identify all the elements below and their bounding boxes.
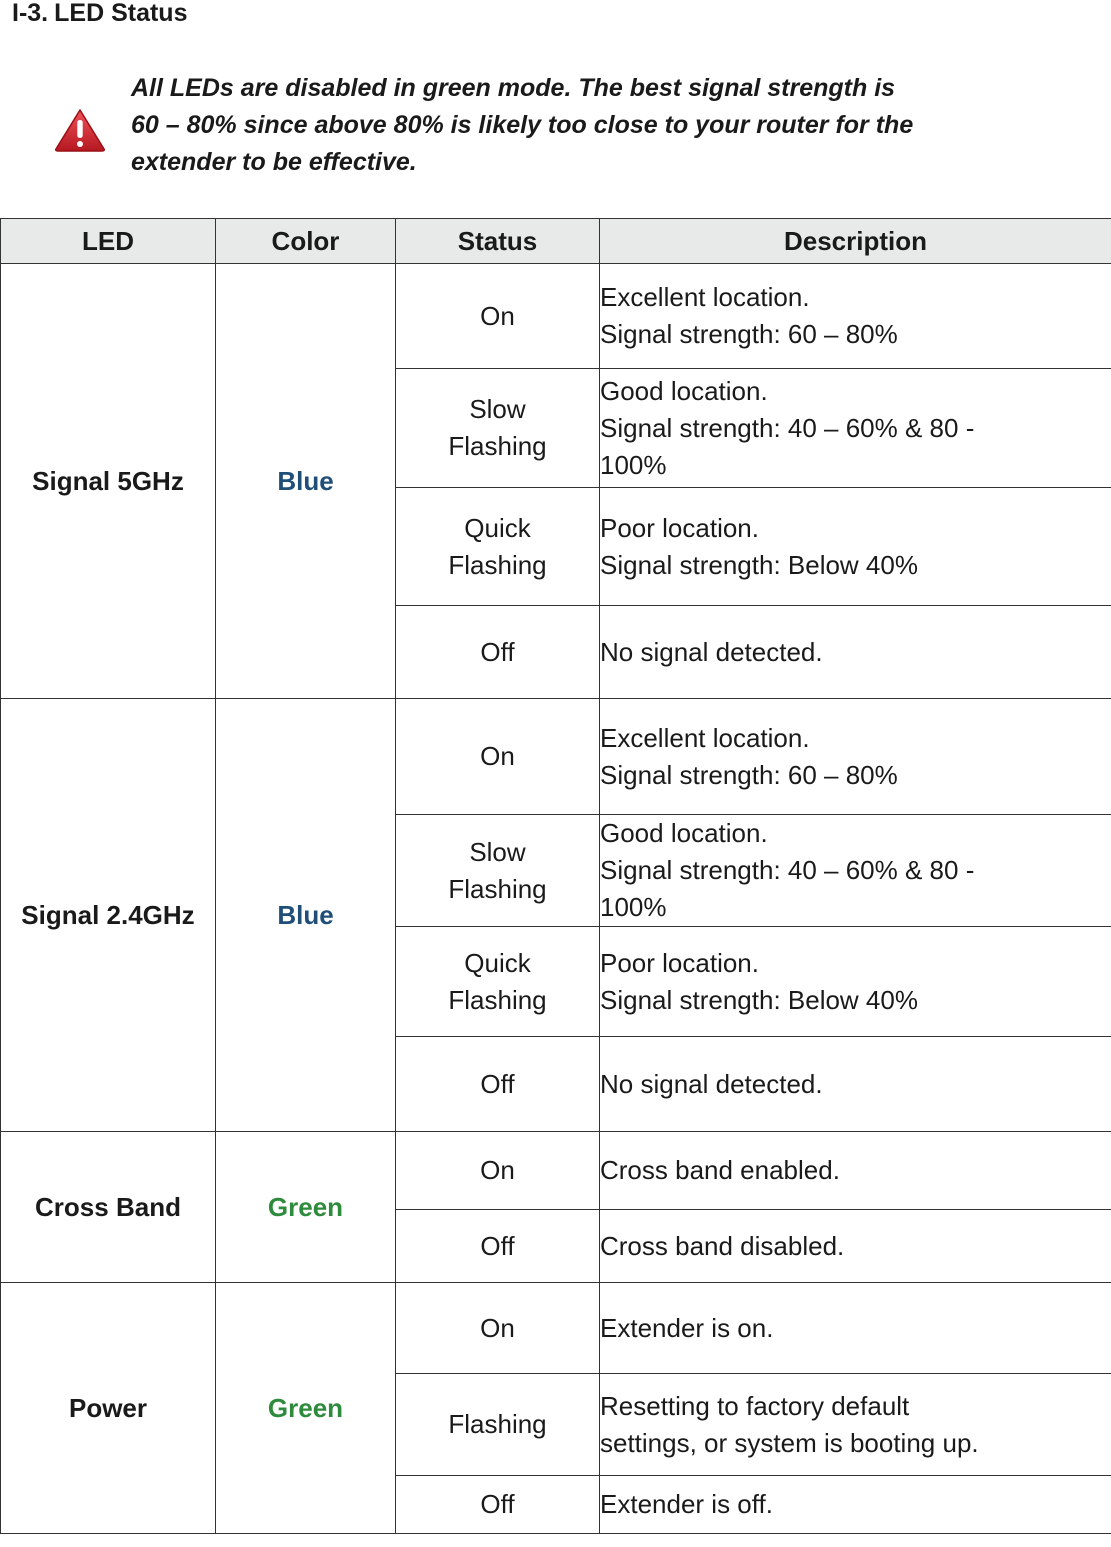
status-text: Off — [480, 1230, 515, 1261]
table-row — [1, 264, 1111, 369]
status-text: On — [480, 1155, 515, 1185]
status-cell — [396, 927, 600, 1037]
status-text: Flashing — [448, 873, 547, 904]
description-line: No signal detected. — [600, 636, 823, 667]
description-line: Poor location. — [600, 512, 759, 543]
description-cell — [600, 1210, 1111, 1283]
section-heading — [12, 0, 187, 30]
status-text: Off — [480, 1068, 515, 1099]
description-line: Signal strength: 60 – 80% — [600, 319, 898, 349]
description-line: Good location. — [600, 375, 768, 406]
led-name-cell: Signal 2.4GHz — [1, 699, 216, 1132]
status-text: Off — [480, 636, 515, 667]
description-cell — [600, 1132, 1111, 1210]
description-line: Extender is on. — [600, 1312, 774, 1343]
table-row — [1, 1132, 1111, 1210]
led-color-cell: Green — [216, 1283, 396, 1534]
status-text: Flashing — [448, 1409, 547, 1439]
status-cell — [396, 815, 600, 927]
table-row — [1, 699, 1111, 815]
status-text: Quick — [464, 512, 531, 543]
status-cell — [396, 699, 600, 815]
description-line: Poor location. — [600, 947, 759, 978]
status-text: Off — [480, 1489, 515, 1519]
description-cell — [600, 1283, 1111, 1374]
status-text: Flashing — [448, 431, 547, 461]
led-color-cell: Blue — [216, 699, 396, 1132]
note-line: extender to be effective. — [131, 148, 417, 176]
status-cell — [396, 369, 600, 488]
section-title: LED Status — [54, 0, 188, 27]
warning-triangle-icon — [54, 108, 106, 152]
status-cell — [396, 488, 600, 606]
description-cell — [600, 815, 1111, 927]
table-body — [1, 264, 1111, 1534]
status-cell — [396, 1476, 600, 1534]
status-cell — [396, 1283, 600, 1374]
led-status-table — [0, 218, 1111, 1534]
section-number: I-3. — [12, 0, 49, 27]
table-header-row — [1, 219, 1111, 264]
description-cell — [600, 927, 1111, 1037]
description-line: 100% — [600, 449, 667, 480]
status-text: Slow — [469, 836, 526, 867]
led-name-cell: Cross Band — [1, 1132, 216, 1283]
description-line: 100% — [600, 892, 667, 922]
status-cell — [396, 264, 600, 369]
status-text: Flashing — [448, 984, 547, 1015]
table-row — [1, 1283, 1111, 1374]
description-cell — [600, 1476, 1111, 1534]
led-name-cell: Power — [1, 1283, 216, 1534]
status-cell — [396, 1210, 600, 1283]
status-text: Quick — [464, 947, 531, 978]
status-text: Slow — [469, 394, 526, 424]
description-line: Resetting to factory default — [600, 1390, 910, 1421]
warning-note — [131, 70, 1031, 181]
column-header-color: Color — [216, 219, 396, 264]
description-line: Good location. — [600, 818, 768, 848]
description-line: settings, or system is booting up. — [600, 1427, 979, 1458]
status-cell — [396, 1374, 600, 1476]
status-text: Flashing — [448, 549, 547, 580]
description-cell — [600, 488, 1111, 606]
led-color-cell: Green — [216, 1132, 396, 1283]
description-cell — [600, 699, 1111, 815]
column-header-status: Status — [396, 219, 600, 264]
status-text: On — [480, 1312, 515, 1343]
description-line: Signal strength: Below 40% — [600, 984, 918, 1015]
description-cell — [600, 606, 1111, 699]
status-cell — [396, 1132, 600, 1210]
description-cell — [600, 369, 1111, 488]
description-line: No signal detected. — [600, 1068, 823, 1099]
status-cell — [396, 1037, 600, 1132]
description-cell — [600, 1374, 1111, 1476]
status-cell — [396, 606, 600, 699]
description-line: Signal strength: 40 – 60% & 80 - — [600, 412, 975, 443]
column-header-led: LED — [1, 219, 216, 264]
description-line: Signal strength: 60 – 80% — [600, 759, 898, 790]
description-line: Cross band enabled. — [600, 1155, 840, 1185]
description-line: Excellent location. — [600, 722, 810, 753]
column-header-description: Description — [600, 219, 1111, 264]
description-line: Signal strength: 40 – 60% & 80 - — [600, 855, 975, 885]
description-line: Cross band disabled. — [600, 1230, 845, 1261]
description-cell — [600, 1037, 1111, 1132]
description-line: Signal strength: Below 40% — [600, 549, 918, 580]
note-line: 60 – 80% since above 80% is likely too close to your router for the — [131, 111, 914, 139]
description-line: Excellent location. — [600, 282, 810, 312]
led-color-cell: Blue — [216, 264, 396, 699]
led-name-cell: Signal 5GHz — [1, 264, 216, 699]
description-cell — [600, 264, 1111, 369]
status-text: On — [480, 300, 515, 331]
note-line: All LEDs are disabled in green mode. The best signal strength is — [131, 74, 896, 102]
description-line: Extender is off. — [600, 1489, 773, 1519]
status-text: On — [480, 741, 515, 771]
